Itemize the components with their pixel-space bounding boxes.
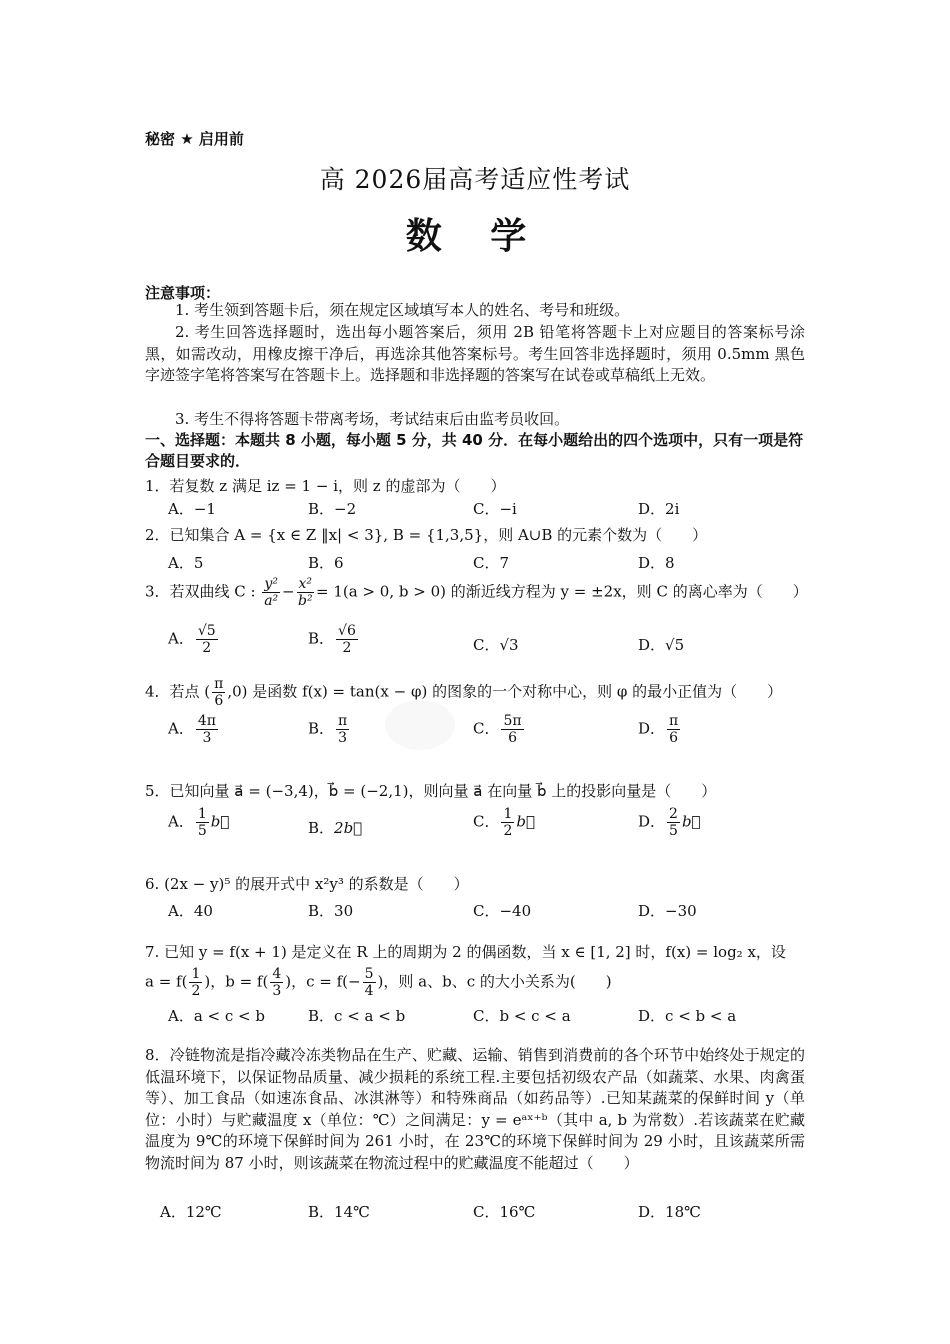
q8-option-b: B．14℃ [308,1203,370,1221]
q3-option-c: C．√3 [473,636,519,654]
question-6: 6. (2x − y)⁵ 的展开式中 x²y³ 的系数是（ ） [145,875,469,893]
q7-option-a: A．a < c < b [168,1007,265,1025]
section-1-title: 一、选择题：本题共 8 小题，每小题 5 分，共 40 分．在每小题给出的四个选项中，只有一项是符合题目要求的． [145,431,804,470]
subject-title: 数 学 [405,216,545,257]
q3-fraction-x: $\frac{\text{x²}}{\text{b²}}$ [297,576,313,609]
question-5: 5．已知向量 a⃗ = (−3,4)，b⃗ = (−2,1)，则向量 a⃗ 在向量 b⃗ 上的投影向量是（ ） [145,782,717,800]
notice-item-2: 2. 考生回答选择题时，选出每小题答案后，须用 2B 铅笔将答题卡上对应题目的答案标号涂黑，如需改动，用橡皮擦干净后，再选涂其他答案标号。考生回答非选择题时，须用 0.5mm 黑色字迹签字笔将答案写在答题卡上。选择题和非选择题的答案写在试卷或草稿纸上无效。 [145,323,805,384]
q4-option-c: C． $\frac{5\pi}{6}$ [473,713,522,746]
q4-option-d: D． $\frac{\pi}{6}$ [638,713,679,746]
q6-option-c: C．−40 [473,902,532,920]
q1-option-c: C．−i [473,500,517,518]
q5-option-d: D． $\frac{2}{5}$ b⃗ [638,806,701,839]
question-8: 8．冷链物流是指冷藏冷冻类物品在生产、贮藏、运输、销售到消费前的各个环节中始终处于规定的低温环境下，以保证物品质量、减少损耗的系统工程.主要包括初级农产品（如蔬菜、水果、肉禽蛋等）、加工食品（如速冻食品、冰淇淋等）和特殊商品（如药品等）.已知某蔬菜的保鲜时间 y（单位：小时）与贮藏温度 x（单位：℃）之间满足：y = eᵃˣ⁺ᵇ（其中 a, b 为常数）.若该蔬菜在贮藏温度为 9℃的环境下保鲜时间为 261 小时，在 23℃的环境下保鲜时间为 29 小时，且该蔬菜所需物流时间为 87 小时，则该蔬菜在物流过程中的贮藏温度不能超过（ ） [145,1046,805,1172]
q1-option-b: B．−2 [308,500,357,518]
question-7-line-2: a = f( $\frac{1}{2}$ )，b = f( $\frac{4}{3}$ )，c = f(− $\frac{5}{4}$ )，则 a、b、c 的大小关系为( ) [145,966,612,999]
q4-option-b: B． $\frac{\pi}{3}$ [308,713,348,746]
q3-option-d: D．√5 [638,636,685,654]
q8-option-c: C．16℃ [473,1203,536,1221]
question-2: 2．已知集合 A = {x ∈ Z ‖x| < 3}, B = {1,3,5}，则 A∪B 的元素个数为（ ） [145,526,708,544]
q5-option-a: A． $\frac{1}{5}$ b⃗ [168,806,230,839]
q4-fraction-pi-6: $\frac{\pi}{6}$ [214,676,224,709]
q2-option-a: A．5 [168,554,204,572]
notice-item-1: 1. 考生领到答题卡后，须在规定区域填写本人的姓名、考号和班级。 [175,301,630,319]
q7-option-c: C．b < c < a [473,1007,571,1025]
q5-option-b: B．2b⃗ [308,819,363,837]
q1-option-d: D．2i [638,500,680,518]
question-3: 3．若双曲线 C : $\frac{\text{y²}}{\text{a²}}$ − $\frac{\text{x²}}{\text{b²}}$ = 1(a > 0, b > 0) 的渐近线方程为 y = ±2x，则 C 的离心率为（ ） [145,576,808,609]
notice-item-3: 3. 考生不得将答题卡带离考场，考试结束后由监考员收回。 [175,410,570,428]
q6-option-b: B．30 [308,902,354,920]
q7-option-b: B．c < a < b [308,1007,406,1025]
q1-option-a: A．−1 [168,500,216,518]
notice-heading: 注意事项： [145,284,221,302]
q5-option-c: C． $\frac{1}{2}$ b⃗ [473,806,536,839]
q2-option-c: C．7 [473,554,510,572]
q6-option-d: D．−30 [638,902,697,920]
q4-option-a: A． $\frac{4\pi}{3}$ [168,713,216,746]
question-7: 7. 已知 y = f(x + 1) 是定义在 R 上的周期为 2 的偶函数，当 x ∈ [1, 2] 时，f(x) = log₂ x，设 [145,943,786,961]
q3-option-b: B． $\frac{√6}{2}$ [308,623,356,656]
confidential-label: 秘密 ★ 启用前 [145,130,244,148]
q8-option-a: A．12℃ [160,1203,222,1221]
question-4: 4．若点 ( $\frac{\pi}{6}$ ,0) 是函数 f(x) = tan(x − φ) 的图象的一个对称中心，则 φ 的最小正值为（ ） [145,676,783,709]
q2-option-d: D．8 [638,554,675,572]
q3-fraction-y: $\frac{\text{y²}}{\text{a²}}$ [264,576,279,609]
question-1: 1．若复数 z 满足 iz = 1 − i，则 z 的虚部为（ ） [145,477,506,495]
exam-title: 高 2026届高考适应性考试 [319,165,631,194]
q6-option-a: A．40 [168,902,213,920]
q7-option-d: D．c < b < a [638,1007,737,1025]
q3-option-a: A． $\frac{√5}{2}$ [168,623,216,656]
q2-option-b: B．6 [308,554,344,572]
q8-option-d: D．18℃ [638,1203,701,1221]
